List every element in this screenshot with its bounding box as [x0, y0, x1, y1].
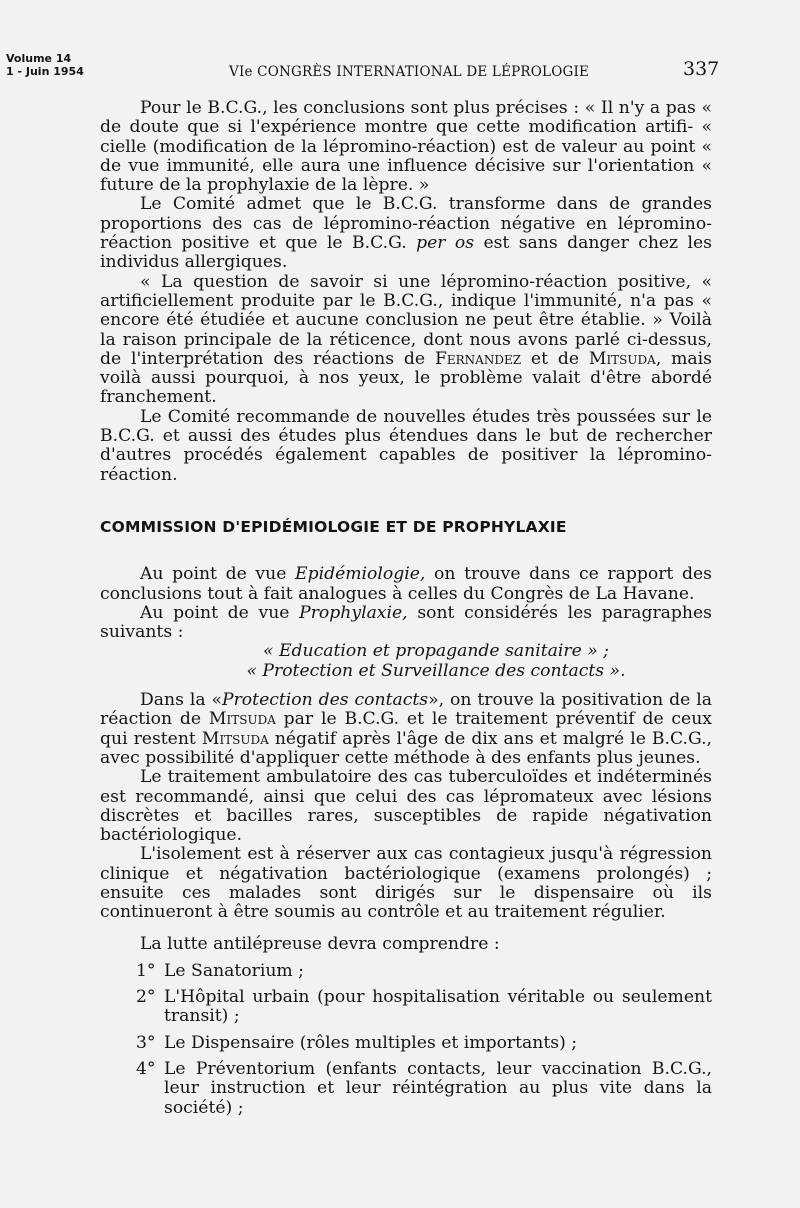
list-text: L'Hôpital urbain (pour hospitalisation véritable ou seulement transit) ;: [164, 987, 712, 1027]
italic-term: Protection des contacts: [222, 690, 429, 711]
list-item: [100, 1034, 712, 1053]
italic-term: Epidémiologie,: [295, 564, 426, 585]
author-name: Mitsuda: [208, 709, 276, 730]
list-item: [100, 962, 712, 981]
running-head: [0, 50, 800, 90]
volume-number: Volume 14: [6, 52, 72, 65]
list-item: [100, 988, 712, 1027]
paragraph-comite-admet: [100, 195, 712, 272]
issue-date: 1 - Juin 1954: [6, 65, 84, 78]
text-run: Le Comité admet que le B.C.G. transforme dans de grandes proportions des cas de lépromino-réaction négative en lépromino-réaction positive et que le B.C.G.: [100, 194, 712, 254]
text-run: « La question de savoir si une lépromino-réaction positive, « artificiellement produite par le B.C.G., indique l'immunité, n'a pas « encore été étudiée et aucune conclusion ne peut être établie. » Voilà la raison principale de la réticence, dont nous avons parlé ci-dessus, de l'interprétation des réactions de: [100, 271, 712, 369]
text-run: Au point de vue: [140, 564, 296, 585]
text-run: par le B.C.G. et le traitement préventif de ceux qui restent: [100, 709, 712, 749]
list-text: Le Dispensaire (rôles multiples et importants) ;: [164, 1032, 578, 1053]
text-run: », on trouve la positivation de la réaction de: [100, 690, 712, 730]
author-name: Mitsuda: [588, 348, 656, 369]
list-text: Le Sanatorium ;: [164, 960, 304, 981]
paragraph-question-immunite: [100, 273, 712, 408]
paragraph-bcg-conclusions: Pour le B.C.G., les conclusions sont plus précises : « Il n'y a pas « de doute que si l'expérience montre que cette modification artifi- « cielle (modification de la lépromino-réaction) est de valeur au point « de vue immunité, elle aura une influence décisive sur l'orientation « future de la prophylaxie de la lèpre. »: [100, 98, 712, 196]
section-heading: COMMISSION D'EPIDÉMIOLOGIE ET DE PROPHYLAXIE: [100, 517, 567, 536]
list-number: 3°: [136, 1032, 156, 1053]
numbered-list: [100, 962, 712, 1118]
text-run: est sans danger chez les individus allergiques.: [100, 233, 713, 273]
paragraph-traitement-ambulatoire: Le traitement ambulatoire des cas tuberculoïdes et indéterminés est recommandé, ainsi que celui des cas lépromateux avec lésions discrètes et bacilles rares, susceptibles de rapide négativation bactériologique.: [100, 767, 712, 846]
quoted-heading-education: « Education et propagande sanitaire » ;: [263, 641, 609, 662]
page-number: 337: [683, 58, 720, 80]
paragraph-prophylaxie: [100, 604, 712, 643]
italic-term: Prophylaxie,: [299, 602, 408, 623]
list-number: 4°: [136, 1059, 156, 1080]
author-name: Mitsuda: [201, 728, 269, 749]
quoted-heading-protection: « Protection et Surveillance des contacts ».: [246, 660, 626, 681]
author-name: Fernandez: [434, 348, 522, 369]
volume-info: [6, 52, 84, 78]
paragraph-protection-contacts: [100, 691, 712, 768]
italic-term: per os: [416, 233, 475, 254]
list-number: 1°: [136, 960, 156, 981]
paragraph-recommandation: Le Comité recommande de nouvelles études très poussées sur le B.C.G. et aussi des études plus étendues dans le but de rechercher d'autres procédés également capables de positiver la lépromino-réaction.: [100, 406, 712, 485]
list-number: 2°: [136, 987, 156, 1008]
text-run: et de: [521, 348, 589, 369]
text-run: négatif après l'âge de dix ans et malgré le B.C.G., avec possibilité d'appliquer cette méthode à des enfants plus jeunes.: [100, 728, 713, 768]
text-run: Au point de vue: [140, 602, 300, 623]
text-run: sont considérés les paragraphes suivants :: [100, 602, 712, 643]
paragraph-isolement: L'isolement est à réserver aux cas contagieux jusqu'à régression clinique et négativation bactériologique (examens prolongés) ; ensuite ces malades sont dirigés sur le dispensaire où ils continueront à être soumis au contrôle et au traitement régulier.: [100, 844, 712, 923]
list-intro: La lutte antilépreuse devra comprendre :: [140, 933, 500, 954]
page-body: [100, 99, 712, 1125]
text-run: on trouve dans ce rapport des conclusions tout à fait analogues à celles du Congrès de La Havane.: [100, 564, 712, 604]
running-title: VIe CONGRÈS INTERNATIONAL DE LÉPROLOGIE: [229, 64, 590, 80]
list-text: Le Préventorium (enfants contacts, leur vaccination B.C.G., leur instruction et leur réintégration au plus vite dans la société) ;: [164, 1059, 712, 1118]
list-item: [100, 1060, 712, 1118]
text-run: , mais voilà aussi pourquoi, à nos yeux, le problème valait d'être abordé franchement.: [100, 348, 712, 408]
paragraph-epidemiologie: [100, 565, 712, 604]
text-run: Dans la «: [140, 690, 223, 711]
